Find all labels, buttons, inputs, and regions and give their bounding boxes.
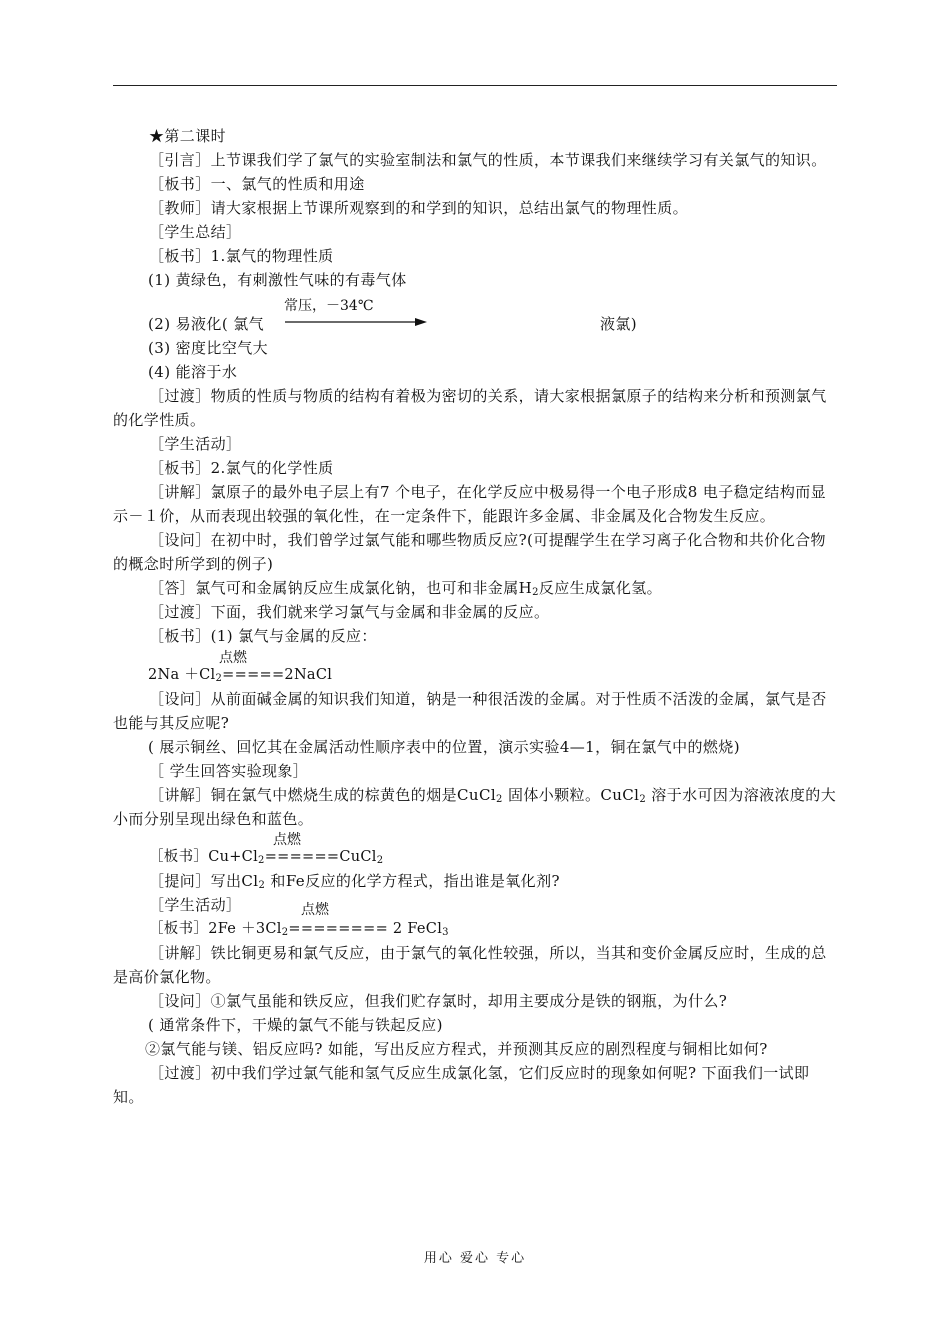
- liquefy-line: [113, 298, 837, 336]
- property-4: (4) 能溶于水: [148, 363, 238, 381]
- reaction-arrow-icon: [283, 312, 533, 336]
- board-note-3: ［板书］2.氯气的化学性质: [149, 459, 334, 477]
- student-activity-1: ［学生活动］: [149, 435, 242, 453]
- explain-iron: ［讲解］铁比铜更易和氯气反应，由于氯气的氧化性较强，所以，当其和变价金属反应时，生成的总是高价氯化物。: [113, 944, 827, 986]
- property-3: (3) 密度比空气大: [148, 339, 269, 357]
- board-note-2: ［板书］1.氯气的物理性质: [149, 247, 334, 265]
- liquefy-condition: 常压，－34℃: [284, 298, 374, 314]
- header-rule: [113, 85, 837, 86]
- equation-condition: 点燃: [301, 902, 329, 918]
- student-activity-2: ［学生活动］: [149, 896, 242, 914]
- liquefy-product: 液氯): [600, 315, 638, 333]
- student-summary: ［学生总结］: [149, 223, 242, 241]
- question-mg-al: ②氯气能与镁、铝反应吗? 如能，写出反应方程式，并预测其反应的剧烈程度与铜相比如何?: [145, 1040, 768, 1058]
- transition-metals: ［过渡］下面，我们就来学习氯气与金属和非金属的反应。: [149, 603, 550, 621]
- teacher-note: ［教师］请大家根据上节课所观察到的和学到的知识，总结出氯气的物理性质。: [149, 199, 689, 217]
- explain-electrons: ［讲解］氯原子的最外电子层上有7 个电子，在化学反应中极易得一个电子形成8 电子稳定结构而显示－１价，从而表现出较强的氧化性，在一定条件下，能跟许多金属、非金属及化合物发生反应。: [113, 483, 827, 525]
- student-answer: ［ 学生回答实验现象］: [149, 762, 309, 780]
- document-body: [113, 124, 837, 1109]
- question-junior: ［设问］在初中时，我们曾学过氯气能和哪些物质反应?(可提醒学生在学习离子化合物和共价化合物的概念时所学到的例子): [113, 531, 826, 573]
- question-inactive-metal: ［设问］从前面碱金属的知识我们知道，钠是一种很活泼的金属。对于性质不活泼的金属，氯气是否也能与其反应呢?: [113, 690, 827, 732]
- page-footer: 用心 爱心 专心: [423, 1251, 527, 1266]
- equation-condition: 点燃: [219, 650, 247, 666]
- equation-condition: 点燃: [273, 832, 301, 848]
- equation-copper: 点燃 ［板书$]Cu+Cl_2======CuCl_2$: [149, 832, 384, 866]
- question-iron: ［提问］写出$Cl_2$ 和Fe反应的化学方程式，指出谁是氧化剂?: [149, 872, 560, 891]
- explain-copper: ［讲解］铜在氯气中燃烧生成的棕黄色的烟是CuCl$_2$ 固体小颗粒。CuCl$_2$ 溶于水可因为溶液浓度的大小而分别呈现出绿色和蓝色。: [113, 786, 837, 828]
- storage-answer: ( 通常条件下，干燥的氯气不能与铁起反应): [148, 1016, 443, 1034]
- demo-note: ( 展示铜丝、回忆其在金属活动性顺序表中的位置，演示实验4—1，铜在氯气中的燃烧): [148, 738, 740, 756]
- question-storage: ［设问］①氯气虽能和铁反应，但我们贮存氯时，却用主要成分是铁的钢瓶，为什么?: [149, 992, 728, 1010]
- board-note-4: ［板书］(1) 氯气与金属的反应：: [149, 627, 377, 645]
- paragraph-intro: ［引言］上节课我们学了氯气的实验室制法和氯气的性质，本节课我们来继续学习有关氯气的知识。: [149, 151, 827, 169]
- answer-sodium: ［答］氯气可和金属钠反应生成氯化钠，也可和非金属$H_2$反应生成氯化氢。: [149, 579, 663, 598]
- equation-sodium: 点燃 $2Na +Cl_2=====2NaCl$: [148, 650, 333, 684]
- transition-structure: ［过渡］物质的性质与物质的结构有着极为密切的关系，请大家根据氯原子的结构来分析和预测氯气的化学性质。: [113, 387, 827, 429]
- liquefy-prefix: (2) 易液化( 氯气: [148, 315, 265, 333]
- equation-iron: 点燃 ［板书］2Fe $+3Cl_2======== 2$ FeCl$_3$: [149, 902, 449, 938]
- lesson-heading: ★第二课时: [149, 127, 227, 145]
- transition-hydrogen: ［过渡］初中我们学过氯气能和氢气反应生成氯化氢，它们反应时的现象如何呢? 下面我们一试即知。: [113, 1064, 810, 1106]
- property-1: (1) 黄绿色，有刺激性气味的有毒气体: [148, 271, 407, 289]
- board-note-1: ［板书］一、氯气的性质和用途: [149, 175, 365, 193]
